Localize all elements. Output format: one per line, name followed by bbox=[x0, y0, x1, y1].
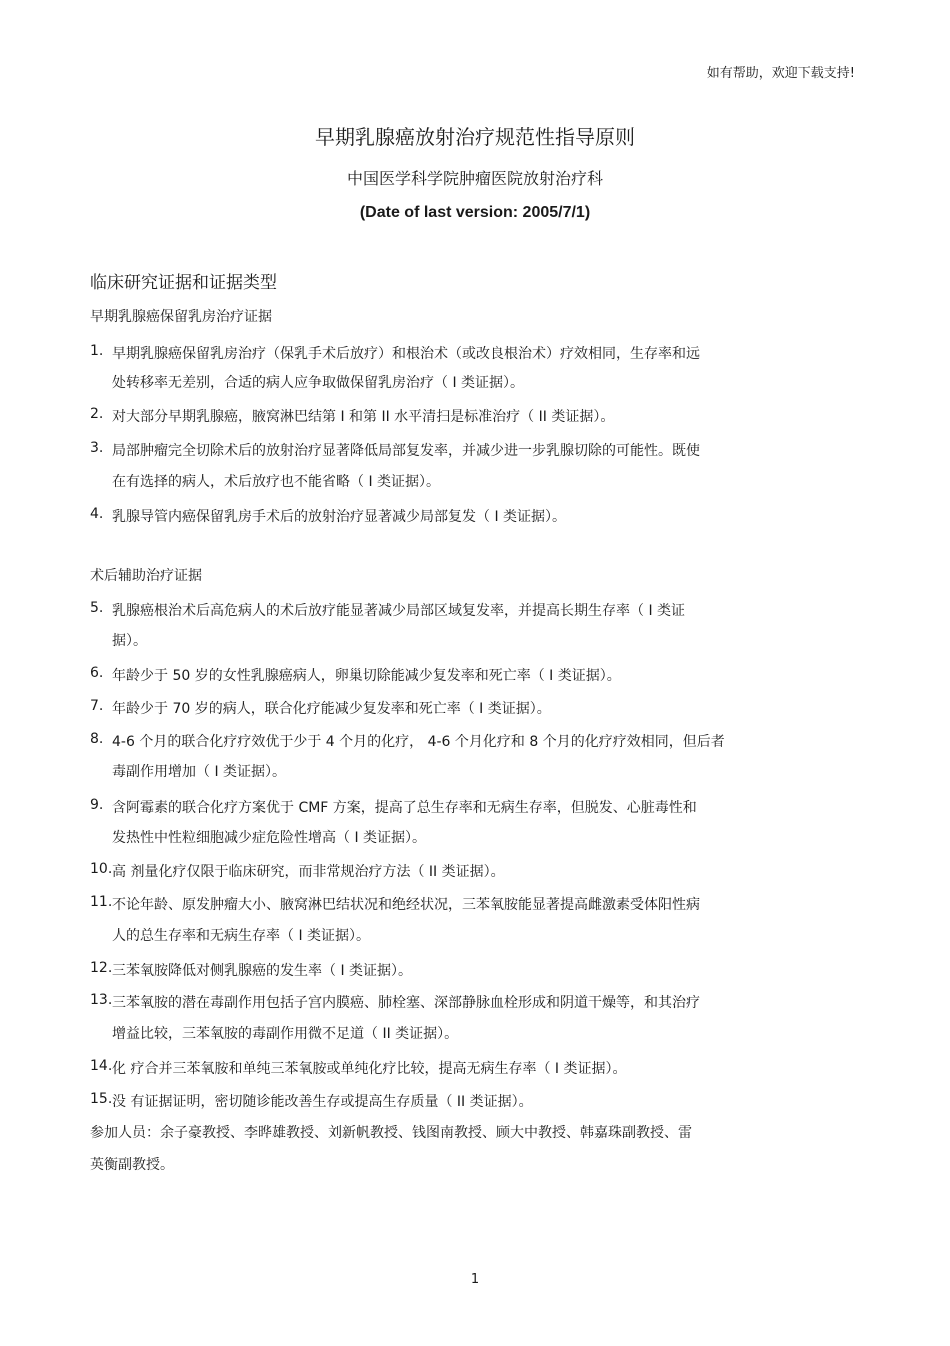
item-text-line: 早期乳腺癌保留乳房治疗（保乳手术后放疗）和根治术（或改良根治术）疗效相同，生存率和远 bbox=[112, 346, 700, 362]
item-text-line: 不论年龄、原发肿瘤大小、腋窝淋巴结状况和绝经状况，三苯氧胺能显著提高雌激素受体阳性病 bbox=[112, 897, 700, 913]
item-number: 4. bbox=[90, 506, 104, 522]
item-text-line: 没 有证据证明，密切随诊能改善生存或提高生存质量（ II 类证据）。 bbox=[112, 1094, 533, 1110]
item-text-line: 据）。 bbox=[112, 633, 147, 649]
item-text-line: 处转移率无差别，合适的病人应争取做保留乳房治疗（ I 类证据）。 bbox=[112, 375, 525, 391]
item-text-line: 局部肿瘤完全切除术后的放射治疗显著降低局部复发率，并减少进一步乳腺切除的可能性。既使 bbox=[112, 443, 700, 459]
item-number: 9. bbox=[90, 797, 104, 813]
item-number: 5. bbox=[90, 600, 104, 616]
item-number: 10. bbox=[90, 861, 113, 877]
item-number: 8. bbox=[90, 731, 104, 747]
item-number: 13. bbox=[90, 992, 113, 1008]
item-text-line: 乳腺导管内癌保留乳房手术后的放射治疗显著减少局部复发（ I 类证据）。 bbox=[112, 509, 567, 525]
version-date: (Date of last version: 2005/7/1) bbox=[359, 204, 591, 221]
item-text-line: 三苯氧胺的潜在毒副作用包括子宫内膜癌、肺栓塞、深部静脉血栓形成和阴道干燥等，和其治疗 bbox=[112, 995, 700, 1011]
item-text-line: 对大部分早期乳腺癌，腋窝淋巴结第 I 和第 II 水平清扫是标准治疗（ II 类证据）。 bbox=[112, 409, 615, 425]
item-text-line: 乳腺癌根治术后高危病人的术后放疗能显著减少局部区域复发率，并提高长期生存率（ I 类证 bbox=[112, 603, 686, 619]
item-text-line: 化 疗合并三苯氧胺和单纯三苯氧胺或单纯化疗比较，提高无病生存率（ I 类证据）。 bbox=[112, 1061, 627, 1077]
document-subtitle: 中国医学科学院肿瘤医院放射治疗科 bbox=[346, 169, 603, 188]
item-number: 15. bbox=[90, 1091, 113, 1107]
item-number: 11. bbox=[90, 894, 113, 910]
item-text-line: 年龄少于 50 岁的女性乳腺癌病人，卵巢切除能减少复发率和死亡率（ I 类证据）。 bbox=[112, 668, 621, 684]
section-heading: 临床研究证据和证据类型 bbox=[90, 273, 277, 293]
item-text-line: 三苯氧胺降低对侧乳腺癌的发生率（ I 类证据）。 bbox=[112, 963, 413, 979]
participants-line: 英衡副教授。 bbox=[90, 1157, 174, 1173]
item-number: 6. bbox=[90, 665, 104, 681]
item-number: 12. bbox=[90, 960, 113, 976]
page-number: 1 bbox=[470, 1272, 480, 1287]
item-text-line: 高 剂量化疗仅限于临床研究，而非常规治疗方法（ II 类证据）。 bbox=[112, 864, 505, 880]
header-note: 如有帮助，欢迎下载支持! bbox=[706, 66, 855, 81]
item-text-line: 人的总生存率和无病生存率（ I 类证据）。 bbox=[112, 928, 371, 944]
item-text-line: 含阿霉素的联合化疗方案优于 CMF 方案，提高了总生存率和无病生存率，但脱发、心脏毒性和 bbox=[112, 800, 697, 816]
subsection-heading-adjuvant: 术后辅助治疗证据 bbox=[90, 568, 202, 584]
item-text-line: 增益比较，三苯氧胺的毒副作用微不足道（ II 类证据）。 bbox=[112, 1026, 459, 1042]
subsection-heading-conservation: 早期乳腺癌保留乳房治疗证据 bbox=[90, 309, 272, 325]
item-number: 14. bbox=[90, 1058, 113, 1074]
item-number: 7. bbox=[90, 698, 104, 714]
document-title: 早期乳腺癌放射治疗规范性指导原则 bbox=[315, 125, 635, 149]
item-number: 2. bbox=[90, 406, 104, 422]
item-text-line: 毒副作用增加（ I 类证据）。 bbox=[112, 764, 287, 780]
item-number: 1. bbox=[90, 343, 104, 359]
item-text-line: 在有选择的病人，术后放疗也不能省略（ I 类证据）。 bbox=[112, 474, 441, 490]
participants-line: 参加人员：余子豪教授、李晔雄教授、刘新帆教授、钱图南教授、顾大中教授、韩嘉珠副教授、雷 bbox=[90, 1125, 692, 1141]
item-text-line: 年龄少于 70 岁的病人，联合化疗能减少复发率和死亡率（ I 类证据）。 bbox=[112, 701, 551, 717]
item-number: 3. bbox=[90, 440, 104, 456]
item-text-line: 发热性中性粒细胞减少症危险性增高（ I 类证据）。 bbox=[112, 830, 427, 846]
item-text-line: 4-6 个月的联合化疗疗效优于少于 4 个月的化疗， 4-6 个月化疗和 8 个月的化疗疗效相同，但后者 bbox=[112, 734, 725, 750]
